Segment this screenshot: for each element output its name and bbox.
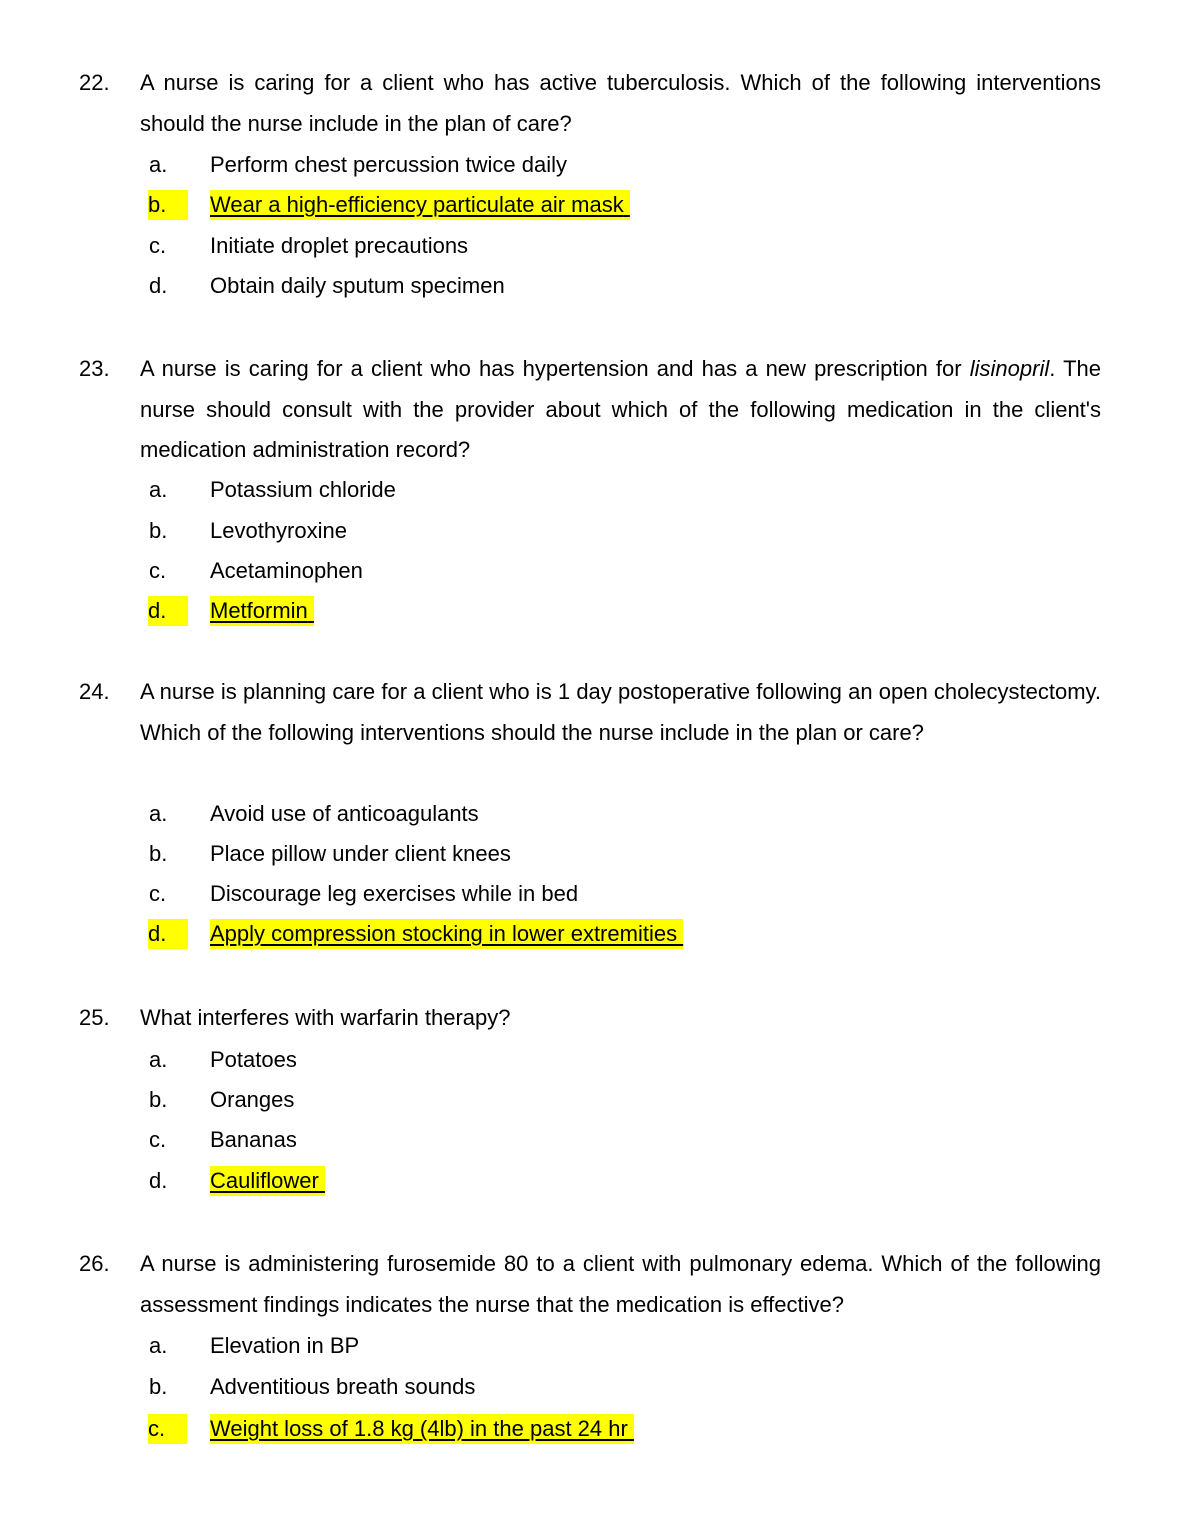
option-text: Metformin	[210, 596, 314, 626]
option-letter: c.	[148, 1414, 187, 1444]
option-letter: c.	[149, 558, 167, 583]
option-c[interactable]	[0, 556, 900, 586]
option-letter: b.	[149, 1374, 168, 1399]
question-number: 26.	[79, 1251, 110, 1276]
question-text-start: A nurse is caring for a client who has hypertension and has a new prescription for	[140, 356, 970, 381]
option-a[interactable]	[0, 1331, 900, 1361]
option-text: Cauliflower	[210, 1166, 325, 1196]
question-number: 25.	[79, 1005, 110, 1030]
question-text	[140, 349, 1101, 471]
question-number: 24.	[79, 679, 110, 704]
option-letter: c.	[149, 1127, 167, 1152]
question-number: 22.	[79, 70, 110, 95]
option-d[interactable]	[0, 271, 900, 301]
option-text: Perform chest percussion twice daily	[210, 152, 568, 177]
question-text: A nurse is caring for a client who has active tuberculosis. Which of the following interventions should the nurse include in the plan of care?	[140, 70, 1101, 136]
option-d-correct[interactable]	[0, 919, 900, 949]
option-text: Potassium chloride	[210, 477, 396, 502]
option-letter: a.	[149, 801, 168, 826]
option-letter: a.	[149, 1047, 168, 1072]
option-letter: a.	[149, 152, 168, 177]
option-a[interactable]	[0, 1045, 900, 1075]
option-text: Wear a high-efficiency particulate air mask	[210, 190, 630, 220]
option-c[interactable]	[0, 231, 900, 261]
option-text: Levothyroxine	[210, 518, 347, 543]
option-text: Discourage leg exercises while in bed	[210, 881, 579, 906]
option-b[interactable]	[0, 1085, 900, 1115]
option-text: Potatoes	[210, 1047, 297, 1072]
option-letter: d.	[148, 596, 188, 626]
option-letter: b.	[148, 190, 188, 220]
question-number: 23.	[79, 356, 110, 381]
option-text: Apply compression stocking in lower extremities	[210, 919, 683, 949]
option-c-correct[interactable]	[0, 1414, 900, 1444]
option-text: Initiate droplet precautions	[210, 233, 469, 258]
option-d-correct[interactable]	[0, 1166, 900, 1196]
option-a[interactable]	[0, 799, 900, 829]
option-letter: a.	[149, 477, 168, 502]
option-d-correct[interactable]	[0, 596, 900, 626]
option-c[interactable]	[0, 1125, 900, 1155]
option-text: Oranges	[210, 1087, 295, 1112]
option-letter: c.	[149, 881, 167, 906]
option-text: Bananas	[210, 1127, 297, 1152]
option-text: Weight loss of 1.8 kg (4lb) in the past 24 hr	[210, 1414, 634, 1444]
question-text-end: . The nurse should consult with the provider about which of the following medication in the client's medication administration record?	[140, 356, 1101, 462]
option-letter: b.	[149, 841, 168, 866]
option-letter: d.	[149, 273, 168, 298]
question-text: A nurse is planning care for a client who is 1 day postoperative following an open cholecystectomy. Which of the following interventions should the nurse include in the plan or care?	[140, 679, 1101, 745]
option-text: Acetaminophen	[210, 558, 363, 583]
option-letter: d.	[149, 1168, 168, 1193]
option-b-correct[interactable]	[0, 190, 900, 220]
option-text: Avoid use of anticoagulants	[210, 801, 479, 826]
option-letter: b.	[149, 1087, 168, 1112]
option-text: Elevation in BP	[210, 1333, 360, 1358]
medication-name: lisinopril	[969, 356, 1050, 381]
option-text: Place pillow under client knees	[210, 841, 511, 866]
option-letter: b.	[149, 518, 168, 543]
option-b[interactable]	[0, 839, 900, 869]
option-text: Obtain daily sputum specimen	[210, 273, 505, 298]
option-a[interactable]	[0, 150, 900, 180]
option-letter: c.	[149, 233, 167, 258]
question-text: What interferes with warfarin therapy?	[140, 1005, 511, 1030]
option-b[interactable]	[0, 1372, 900, 1402]
option-text: Adventitious breath sounds	[210, 1374, 476, 1399]
option-c[interactable]	[0, 879, 900, 909]
option-b[interactable]	[0, 516, 900, 546]
option-letter: d.	[148, 919, 188, 949]
option-a[interactable]	[0, 475, 900, 505]
question-text: A nurse is administering furosemide 80 to a client with pulmonary edema. Which of the following assessment findings indicates the nurse that the medication is effective?	[140, 1251, 1101, 1317]
option-letter: a.	[149, 1333, 168, 1358]
